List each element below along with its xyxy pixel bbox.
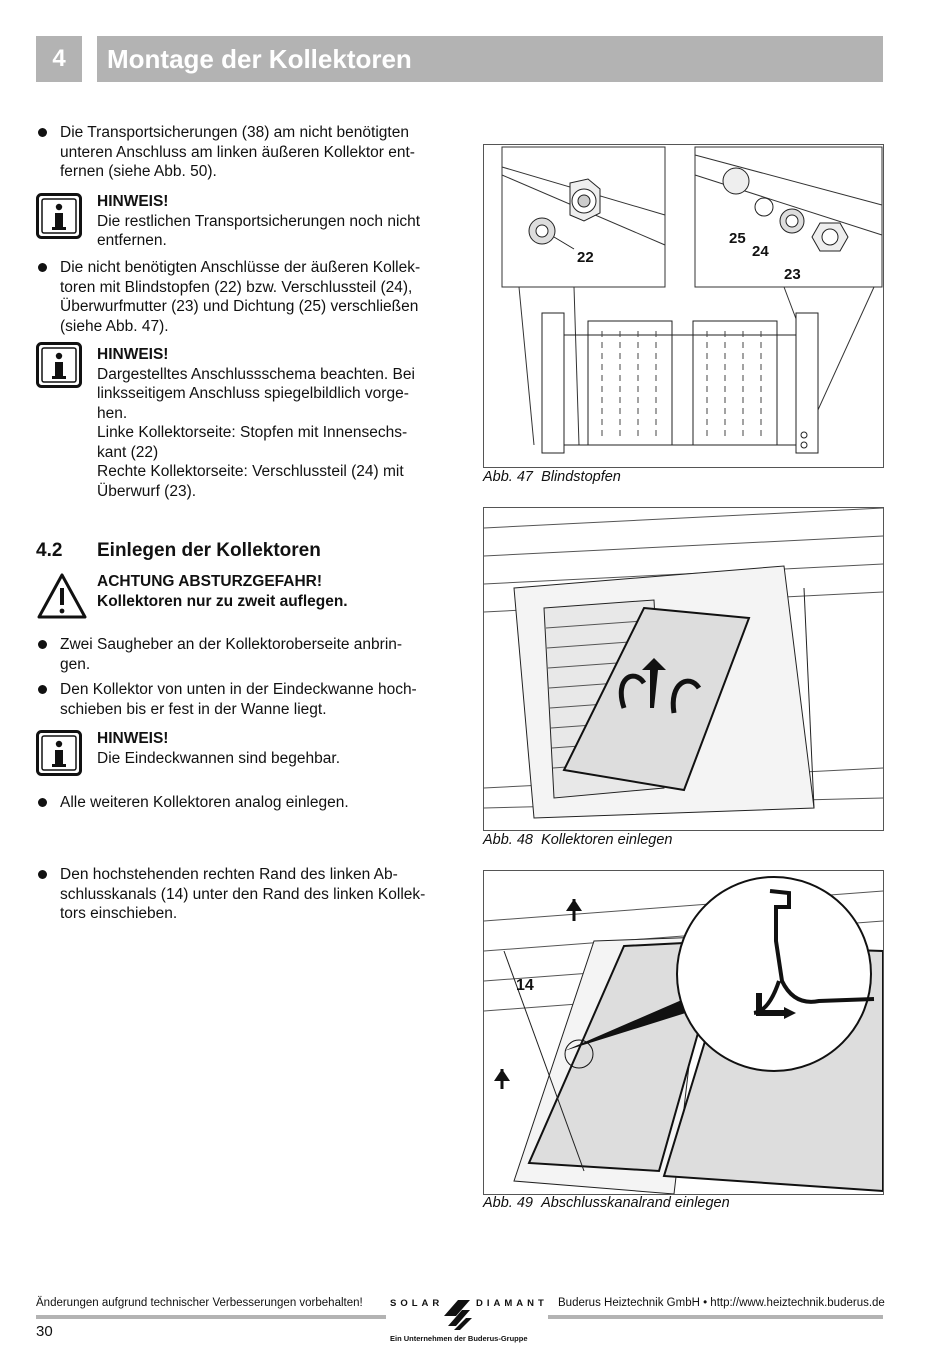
bullet-dot xyxy=(38,870,47,879)
bullet-text-5: Alle weiteren Kollektoren analog einlegen. xyxy=(60,794,349,811)
solar-diamant-logo-icon xyxy=(440,1296,474,1332)
warning-text: ACHTUNG ABSTURZGEFAHR! Kollektoren nur zu zweit auflegen. xyxy=(97,573,348,610)
figure-48 xyxy=(483,507,884,831)
chapter-number: 4 xyxy=(36,36,82,82)
note-3: HINWEIS! Die Eindeckwannen sind begehbar. xyxy=(97,730,341,767)
figure-49 xyxy=(483,870,884,1195)
page-number: 30 xyxy=(36,1323,53,1340)
logo-text-right: DIAMANT xyxy=(476,1298,548,1309)
bullet-text-1: Die Transportsicherungen (38) am nicht benötigten unteren Anschluss am linken äußeren Kollektor ent- fernen (siehe Abb. 50). xyxy=(60,124,415,180)
bullet-dot xyxy=(38,640,47,649)
info-icon xyxy=(36,730,82,776)
bullet-text-6: Den hochstehenden rechten Rand des linken Ab- schlusskanals (14) unter den Rand des linken Kollek- tors einschieben. xyxy=(60,866,426,922)
logo-text-left: SOLAR xyxy=(390,1298,444,1309)
figure-49-illustration xyxy=(484,871,883,1194)
bullet-text-2: Die nicht benötigten Anschlüsse der äußeren Kollek- toren mit Blindstopfen (22) bzw. Verschlussteil (24), Überwurfmutter (23) und Dichtung (25) verschließen (siehe Abb. 47). xyxy=(60,259,421,335)
figure-48-caption: Abb. 48 Kollektoren einlegen xyxy=(483,832,673,848)
label-22: 22 xyxy=(577,249,594,266)
footer-company: Buderus Heiztechnik GmbH • http://www.heiztechnik.buderus.de xyxy=(558,1297,885,1309)
footer-rule-right xyxy=(548,1315,883,1319)
figure-48-illustration xyxy=(484,508,883,830)
bullet-dot xyxy=(38,798,47,807)
label-25: 25 xyxy=(729,230,746,247)
note-1: HINWEIS! Die restlichen Transportsicherungen noch nicht entfernen. xyxy=(97,193,421,249)
warning-icon xyxy=(36,572,88,620)
bullet-text-3: Zwei Saugheber an der Kollektoroberseite anbrin- gen. xyxy=(60,636,403,673)
label-23: 23 xyxy=(784,266,801,283)
note-2: HINWEIS! Dargestelltes Anschlussschema beachten. Bei linksseitigem Anschluss spiegelbildlich vorge- hen. Linke Kollektorseite: Stopfen mit Innensechs- kant (22) Rechte Kollektorseite: Verschlussteil (24) mit Überwurf (23). xyxy=(97,346,415,500)
figure-47-caption: Abb. 47 Blindstopfen xyxy=(483,469,621,485)
footer-disclaimer: Änderungen aufgrund technischer Verbesserungen vorbehalten! xyxy=(36,1297,363,1309)
section-number: 4.2 xyxy=(36,540,63,561)
bullet-text-4: Den Kollektor von unten in der Eindeckwanne hoch- schieben bis er fest in der Wanne liegt. xyxy=(60,681,417,718)
logo-subtitle: Ein Unternehmen der Buderus-Gruppe xyxy=(390,1334,528,1343)
footer-rule-left xyxy=(36,1315,386,1319)
label-14: 14 xyxy=(516,977,534,994)
info-icon xyxy=(36,193,82,239)
chapter-title: Montage der Kollektoren xyxy=(97,36,883,82)
bullet-dot xyxy=(38,685,47,694)
bullet-dot xyxy=(38,263,47,272)
figure-47 xyxy=(483,144,884,468)
figure-49-caption: Abb. 49 Abschlusskanalrand einlegen xyxy=(483,1195,730,1211)
figure-47-illustration xyxy=(484,145,883,467)
section-title: Einlegen der Kollektoren xyxy=(97,540,321,561)
bullet-dot xyxy=(38,128,47,137)
label-24: 24 xyxy=(752,243,769,260)
info-icon xyxy=(36,342,82,388)
